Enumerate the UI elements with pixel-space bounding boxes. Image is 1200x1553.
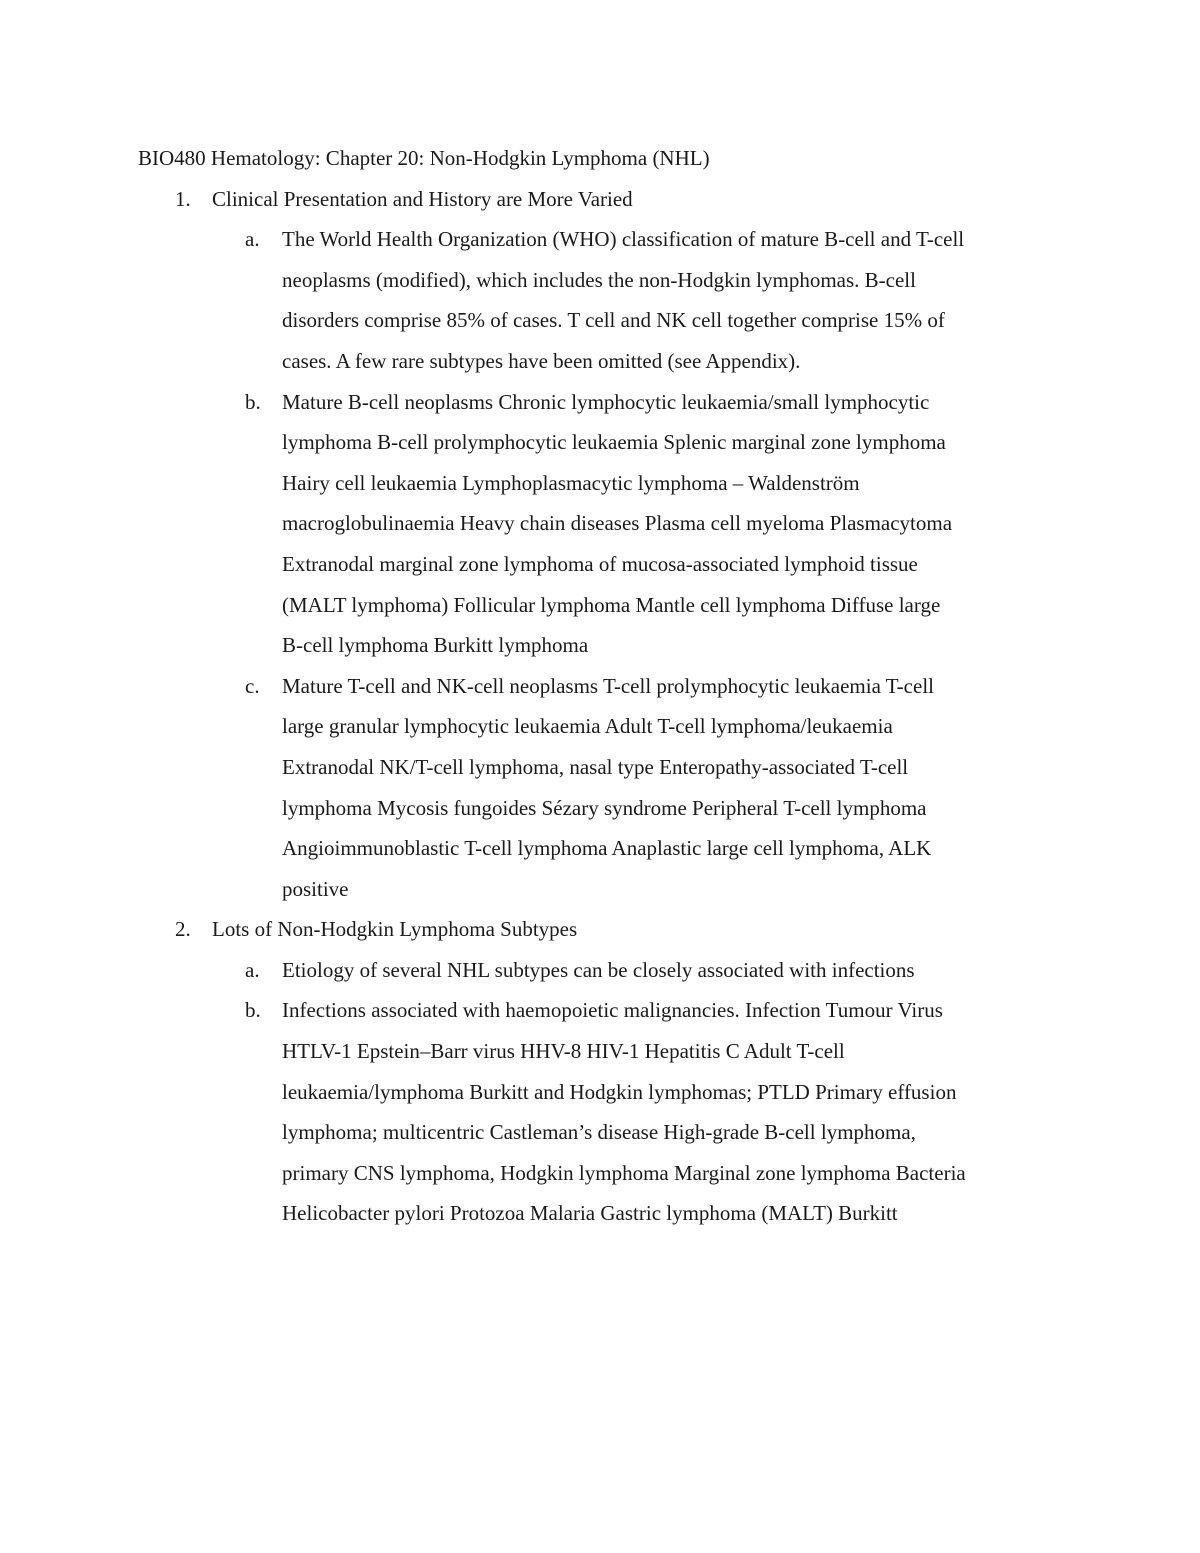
subitem-text-line: Extranodal NK/T-cell lymphoma, nasal type Enteropathy-associated T-cell	[282, 754, 909, 779]
subitem-text-line: HTLV-1 Epstein–Barr virus HHV-8 HIV-1 Hepatitis C Adult T-cell	[282, 1039, 845, 1064]
subitem-text-line: Infections associated with haemopoietic malignancies. Infection Tumour Virus	[282, 998, 943, 1023]
outline-subitem	[138, 950, 1074, 991]
outline-section	[138, 179, 1078, 910]
outline-list	[138, 179, 1078, 1234]
subitem-letter: b.	[245, 998, 261, 1023]
outline-subitem	[138, 666, 1074, 910]
outline-section	[138, 909, 1078, 1234]
subitem-text-line: disorders comprise 85% of cases. T cell and NK cell together comprise 15% of	[282, 308, 945, 333]
outline-subitem	[138, 382, 1074, 666]
subitem-text-line: Mature B-cell neoplasms Chronic lymphocytic leukaemia/small lymphocytic	[282, 389, 930, 414]
subitem-text-line: Mature T-cell and NK-cell neoplasms T-cell prolymphocytic leukaemia T-cell	[282, 673, 934, 698]
subitem-text-line: Hairy cell leukaemia Lymphoplasmacytic lymphoma – Waldenström	[282, 470, 860, 495]
section-number: 1.	[175, 186, 191, 211]
subitem-letter: a.	[245, 227, 260, 252]
subitem-text-line: (MALT lymphoma) Follicular lymphoma Mantle cell lymphoma Diffuse large	[282, 592, 941, 617]
outline-subitem	[138, 219, 1074, 381]
subitem-letter: c.	[245, 673, 260, 698]
section-heading: Lots of Non-Hodgkin Lymphoma Subtypes	[212, 917, 578, 942]
subitem-text-line: Angioimmunoblastic T-cell lymphoma Anaplastic large cell lymphoma, ALK	[282, 836, 932, 861]
outline-subitem	[138, 990, 1074, 1234]
subitem-text-line: The World Health Organization (WHO) classification of mature B-cell and T-cell	[282, 227, 965, 252]
section-heading: Clinical Presentation and History are More Varied	[212, 186, 633, 211]
subitem-text-line: lymphoma B-cell prolymphocytic leukaemia Splenic marginal zone lymphoma	[282, 430, 946, 455]
subitem-text-line: lymphoma; multicentric Castleman’s disease High-grade B-cell lymphoma,	[282, 1120, 916, 1145]
document-title: BIO480 Hematology: Chapter 20: Non-Hodgkin Lymphoma (NHL)	[138, 146, 710, 170]
subitem-text-line: B-cell lymphoma Burkitt lymphoma	[282, 633, 589, 658]
section-number: 2.	[175, 917, 191, 942]
subitem-text-line: lymphoma Mycosis fungoides Sézary syndrome Peripheral T-cell lymphoma	[282, 795, 927, 820]
subitem-text-line: large granular lymphocytic leukaemia Adult T-cell lymphoma/leukaemia	[282, 714, 893, 739]
subitem-text-line: cases. A few rare subtypes have been omitted (see Appendix).	[282, 348, 801, 373]
subitem-text-line: neoplasms (modified), which includes the non-Hodgkin lymphomas. B-cell	[282, 267, 916, 292]
subitem-text-line: Etiology of several NHL subtypes can be closely associated with infections	[282, 957, 915, 982]
subitem-text-line: macroglobulinaemia Heavy chain diseases Plasma cell myeloma Plasmacytoma	[282, 511, 953, 536]
subitem-text-line: positive	[282, 876, 349, 901]
subitem-letter: a.	[245, 957, 260, 982]
subitem-text-line: primary CNS lymphoma, Hodgkin lymphoma Marginal zone lymphoma Bacteria	[282, 1160, 966, 1185]
document-body	[138, 138, 1078, 1234]
subitem-letter: b.	[245, 389, 261, 414]
subitem-text-line: Extranodal marginal zone lymphoma of mucosa-associated lymphoid tissue	[282, 551, 918, 576]
subitem-text-line: Helicobacter pylori Protozoa Malaria Gastric lymphoma (MALT) Burkitt	[282, 1201, 898, 1226]
subitem-text-line: leukaemia/lymphoma Burkitt and Hodgkin lymphomas; PTLD Primary effusion	[282, 1079, 957, 1104]
